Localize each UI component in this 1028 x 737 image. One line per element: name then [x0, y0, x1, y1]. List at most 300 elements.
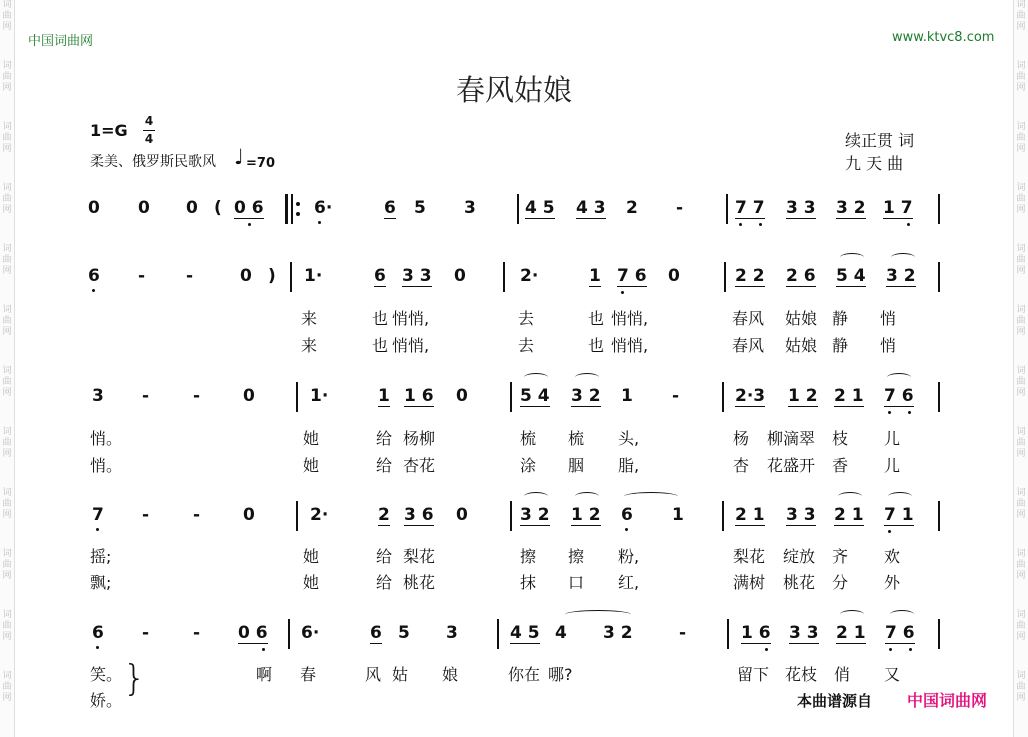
watermark-glyph: 网 — [2, 449, 12, 459]
lyric-word: 给 — [376, 456, 393, 475]
lower-octave-dot — [765, 648, 768, 651]
watermark-glyph: 词 — [1016, 610, 1026, 620]
note: ( — [214, 198, 222, 218]
lower-octave-dot — [888, 530, 891, 533]
note: 6· — [314, 198, 332, 218]
watermark-glyph: 曲 — [1016, 133, 1026, 143]
watermark-glyph: 词 — [2, 671, 12, 681]
lyric-word: 涂 — [520, 456, 537, 475]
lyric-word: 梳 — [568, 429, 585, 448]
watermark-glyph: 网 — [1016, 83, 1026, 93]
lyric-word: 擦 — [568, 547, 585, 566]
lyric-line — [0, 453, 1028, 475]
watermark-glyph: 网 — [1016, 266, 1026, 276]
slur — [891, 253, 915, 262]
lower-octave-dot — [262, 648, 265, 651]
lyric-line — [0, 333, 1028, 355]
lyric-word: 绽放 — [783, 547, 816, 566]
lyric-word: 姑娘 — [785, 336, 818, 355]
barline — [510, 501, 512, 531]
lyric-word: 桃花 — [403, 573, 436, 592]
watermark-glyph: 网 — [2, 327, 12, 337]
lyric-word: 娇。 — [90, 691, 123, 710]
note: 6 — [374, 266, 386, 286]
note: 5 — [398, 623, 410, 643]
lyric-word: 满树 — [733, 573, 766, 592]
watermark-glyph: 曲 — [1016, 682, 1026, 692]
note: 4 3 — [576, 198, 606, 218]
score-row — [0, 623, 1028, 649]
note: 3 — [446, 623, 458, 643]
note: 3 2 — [886, 266, 916, 286]
note: 5 4 — [520, 386, 550, 406]
note: 1 6 — [404, 386, 434, 406]
lyric-word: 梳 — [520, 429, 537, 448]
lyric-word: 口 — [568, 573, 585, 592]
note: 1 — [378, 386, 390, 406]
lyric-word: 给 — [376, 429, 393, 448]
note: 1· — [310, 386, 329, 406]
lyric-line — [0, 544, 1028, 566]
lyric-word: 齐 — [832, 547, 849, 566]
note: 4 5 — [510, 623, 540, 643]
lyric-word: 她 — [303, 429, 320, 448]
source-label: 本曲谱源自 — [797, 692, 873, 710]
watermark-glyph: 词 — [2, 183, 12, 193]
lyric-word: 留下 — [737, 665, 770, 684]
lyric-word: 欢 — [884, 547, 901, 566]
lyric-word: 悄悄, — [392, 336, 430, 355]
lyric-word: 儿 — [884, 429, 901, 448]
note: 2·3 — [735, 386, 766, 406]
lyric-word: 娘 — [442, 665, 459, 684]
lyric-word: 风 — [365, 665, 382, 684]
watermark-glyph: 网 — [1016, 632, 1026, 642]
lyric-word: 粉, — [618, 547, 640, 566]
lyric-word: 又 — [884, 665, 901, 684]
lyric-word: 桃花 — [783, 573, 816, 592]
lyric-word: 杏 — [733, 456, 750, 475]
note: - — [193, 505, 201, 525]
watermark-glyph: 网 — [1016, 205, 1026, 215]
barline — [290, 262, 292, 292]
note: 1 6 — [741, 623, 771, 644]
note: 0 — [88, 198, 100, 218]
note: 5 — [414, 198, 426, 218]
lyric-line — [0, 426, 1028, 448]
song-title: 春风姑娘 — [455, 73, 572, 107]
watermark-glyph: 网 — [1016, 449, 1026, 459]
note: 3 6 — [404, 505, 434, 525]
time-signature-bottom: 4 — [144, 132, 154, 146]
watermark-glyph: 词 — [2, 122, 12, 132]
watermark-glyph: 曲 — [2, 194, 12, 204]
watermark-glyph: 网 — [2, 388, 12, 398]
lyric-word: 梨花 — [403, 547, 436, 566]
lyric-word: 给 — [376, 573, 393, 592]
lyricist-credit: 续正贯 词 — [845, 131, 915, 150]
note: 0 — [454, 266, 466, 286]
barline — [296, 501, 298, 531]
note: 3 — [464, 198, 476, 218]
lyric-word: 悄。 — [90, 456, 123, 475]
note: - — [138, 266, 146, 286]
note: 2 2 — [735, 266, 765, 286]
note: 3 3 — [786, 198, 816, 218]
note: 2 6 — [786, 266, 816, 286]
note: - — [142, 623, 150, 643]
note: 0 6 — [238, 623, 268, 644]
watermark-glyph: 词 — [2, 610, 12, 620]
lower-octave-dot — [625, 528, 628, 531]
lyric-word: 悄。 — [90, 429, 123, 448]
note: 1 — [672, 505, 684, 525]
lyric-word: 来 — [301, 309, 318, 328]
barline — [296, 382, 298, 412]
barline — [938, 619, 940, 649]
note: 5 4 — [836, 266, 866, 286]
note: - — [672, 386, 680, 406]
note: - — [193, 623, 201, 643]
watermark-glyph: 词 — [2, 61, 12, 71]
watermark-glyph: 曲 — [1016, 194, 1026, 204]
lower-octave-dot — [248, 223, 251, 226]
watermark-glyph: 词 — [2, 549, 12, 559]
watermark-glyph: 曲 — [1016, 438, 1026, 448]
watermark-glyph: 网 — [1016, 22, 1026, 32]
watermark-glyph: 网 — [2, 632, 12, 642]
note: ) — [268, 266, 276, 286]
note: 6 — [384, 198, 396, 218]
watermark-glyph: 词 — [1016, 427, 1026, 437]
note: - — [193, 386, 201, 406]
lower-octave-dot — [759, 223, 762, 226]
watermark-glyph: 曲 — [1016, 316, 1026, 326]
note: - — [679, 623, 687, 643]
source-site: 中国词曲网 — [907, 691, 988, 710]
lyric-word: 悄 — [880, 336, 897, 355]
watermark-glyph: 网 — [1016, 510, 1026, 520]
lyric-word: 抹 — [520, 573, 537, 592]
note: 1 — [621, 386, 633, 406]
watermark-glyph: 网 — [2, 144, 12, 154]
note: - — [676, 198, 684, 218]
watermark-glyph: 词 — [1016, 61, 1026, 71]
watermark-glyph: 词 — [2, 427, 12, 437]
note: 7 6 — [617, 266, 647, 287]
lyric-word: 脂, — [618, 456, 640, 475]
slur — [575, 373, 599, 382]
lyric-word: 盛开 — [783, 456, 816, 475]
score-row — [0, 386, 1028, 412]
watermark-glyph: 曲 — [2, 438, 12, 448]
watermark-glyph: 曲 — [1016, 621, 1026, 631]
lyric-word: 悄悄, — [392, 309, 430, 328]
slur — [890, 610, 914, 619]
watermark-glyph: 曲 — [2, 560, 12, 570]
barline — [938, 501, 940, 531]
watermark-glyph: 词 — [2, 305, 12, 315]
note: 0 — [138, 198, 150, 218]
watermark-glyph: 曲 — [2, 316, 12, 326]
watermark-glyph: 词 — [2, 244, 12, 254]
lyric-word: 笑。 — [90, 665, 123, 684]
note: 6 — [92, 623, 104, 643]
barline — [517, 194, 519, 224]
lyric-word: 来 — [301, 336, 318, 355]
note: 0 — [243, 505, 255, 525]
lyric-word: 啊 — [256, 665, 273, 684]
note: 2· — [310, 505, 329, 525]
watermark-glyph: 曲 — [2, 621, 12, 631]
watermark-glyph: 网 — [1016, 693, 1026, 703]
lyric-word: 外 — [884, 573, 901, 592]
score-row — [0, 505, 1028, 531]
watermark-glyph: 词 — [1016, 671, 1026, 681]
note: 2· — [520, 266, 539, 286]
lyric-word: 花 — [767, 456, 784, 475]
note: 3 3 — [786, 505, 816, 525]
lower-octave-dot — [889, 648, 892, 651]
note: 1 7 — [883, 198, 913, 219]
lower-octave-dot — [621, 291, 624, 294]
watermark-glyph: 曲 — [2, 72, 12, 82]
site-name-left: 中国词曲网 — [28, 34, 94, 49]
note: 4 — [555, 623, 567, 643]
lyric-word: 春风 — [732, 309, 765, 328]
watermark-glyph: 词 — [1016, 549, 1026, 559]
lyric-word: 俏 — [834, 665, 851, 684]
watermark-glyph: 词 — [2, 488, 12, 498]
note: 3 3 — [789, 623, 819, 643]
note: 3 2 — [571, 386, 601, 406]
lyric-word: 春 — [300, 665, 317, 684]
lower-octave-dot — [92, 289, 95, 292]
note: 6· — [301, 623, 320, 643]
watermark-glyph: 网 — [1016, 327, 1026, 337]
watermark-glyph: 词 — [2, 0, 12, 10]
barline — [938, 262, 940, 292]
lyric-word: 杨 — [733, 429, 750, 448]
note: 3 3 — [402, 266, 432, 286]
watermark-glyph: 网 — [1016, 388, 1026, 398]
watermark-glyph: 网 — [2, 266, 12, 276]
lower-octave-dot — [739, 223, 742, 226]
lyric-line — [0, 662, 1028, 684]
note: 0 — [186, 198, 198, 218]
lyric-word: 你在 — [508, 665, 541, 684]
note: 3 2 — [520, 505, 550, 525]
slur — [887, 373, 911, 382]
slur — [624, 492, 678, 501]
barline — [722, 501, 724, 531]
lower-octave-dot — [96, 646, 99, 649]
barline — [503, 262, 505, 292]
slur — [565, 610, 631, 619]
watermark-glyph: 词 — [1016, 183, 1026, 193]
slur — [840, 610, 864, 619]
watermark-glyph: 曲 — [2, 377, 12, 387]
watermark-glyph: 词 — [1016, 0, 1026, 10]
lyric-line — [0, 688, 1028, 710]
lyric-word: 悄悄, — [611, 336, 649, 355]
note: 6 — [370, 623, 382, 643]
watermark-glyph: 网 — [2, 83, 12, 93]
lyric-word: 也 — [588, 309, 605, 328]
note: 6 — [88, 266, 100, 286]
barline — [727, 619, 729, 649]
watermark-glyph: 网 — [2, 571, 12, 581]
note: 7 1 — [884, 505, 914, 526]
lyric-word: 也 — [588, 336, 605, 355]
lyric-word: 梨花 — [733, 547, 766, 566]
watermark-glyph: 网 — [2, 693, 12, 703]
note: 0 — [240, 266, 252, 286]
lyric-word: 头, — [618, 429, 640, 448]
watermark-glyph: 词 — [1016, 122, 1026, 132]
lyric-word: 香 — [832, 456, 849, 475]
note: 1 2 — [788, 386, 818, 406]
watermark-glyph: 曲 — [1016, 377, 1026, 387]
barline — [724, 262, 726, 292]
note: 2 1 — [834, 505, 864, 525]
lyric-word: 分 — [832, 573, 849, 592]
watermark-glyph: 曲 — [1016, 11, 1026, 21]
lyric-word: 去 — [518, 336, 535, 355]
watermark-glyph: 网 — [2, 205, 12, 215]
lyric-word: 她 — [303, 456, 320, 475]
lyric-word: 给 — [376, 547, 393, 566]
lyric-word: 滴翠 — [783, 429, 816, 448]
verse-brace: } — [123, 658, 146, 699]
key-signature: 1=G — [90, 121, 128, 140]
watermark-glyph: 词 — [1016, 488, 1026, 498]
watermark-glyph: 曲 — [1016, 560, 1026, 570]
barline — [288, 619, 290, 649]
barline — [722, 382, 724, 412]
lyric-word: 花枝 — [785, 665, 818, 684]
note: 7 7 — [735, 198, 765, 219]
lower-octave-dot — [907, 223, 910, 226]
lyric-word: 儿 — [884, 456, 901, 475]
lyric-word: 也 — [372, 309, 389, 328]
note: 6 — [621, 505, 633, 525]
watermark-glyph: 词 — [1016, 244, 1026, 254]
lyric-word: 也 — [372, 336, 389, 355]
note: 2 1 — [735, 505, 765, 525]
note: 4 5 — [525, 198, 555, 218]
watermark-glyph: 词 — [1016, 366, 1026, 376]
lyric-word: 枝 — [832, 429, 849, 448]
watermark-glyph: 曲 — [2, 255, 12, 265]
watermark-glyph: 曲 — [1016, 255, 1026, 265]
note: 1 — [589, 266, 601, 286]
time-signature-top: 4 — [144, 114, 154, 128]
lyric-word: 她 — [303, 547, 320, 566]
lyric-word: 姑 — [392, 665, 409, 684]
note: 3 — [92, 386, 104, 406]
site-url-right: www.ktvc8.com — [892, 30, 995, 45]
lyric-word: 静 — [832, 336, 849, 355]
lyric-word: 悄悄, — [611, 309, 649, 328]
slur — [575, 492, 599, 501]
watermark-glyph: 曲 — [2, 11, 12, 21]
lower-octave-dot — [909, 648, 912, 651]
watermark-glyph: 词 — [1016, 305, 1026, 315]
note: 7 — [92, 505, 104, 525]
note: 0 — [456, 386, 468, 406]
slur — [840, 253, 864, 262]
watermark-glyph: 网 — [1016, 571, 1026, 581]
note: - — [186, 266, 194, 286]
style-label: 柔美、俄罗斯民歌风 — [90, 154, 216, 170]
slur — [524, 373, 548, 382]
lyric-word: 静 — [832, 309, 849, 328]
note: 1· — [304, 266, 323, 286]
lyric-word: 她 — [303, 573, 320, 592]
watermark-glyph: 曲 — [2, 682, 12, 692]
barline — [497, 619, 499, 649]
watermark-glyph: 网 — [2, 22, 12, 32]
barline — [510, 382, 512, 412]
note: 0 — [456, 505, 468, 525]
lower-octave-dot — [888, 411, 891, 414]
lyric-word: 擦 — [520, 547, 537, 566]
note: 2 1 — [836, 623, 866, 643]
note: 2 — [626, 198, 638, 218]
lyric-word: 飘; — [90, 573, 112, 592]
score-row — [0, 266, 1028, 292]
watermark-glyph: 曲 — [1016, 72, 1026, 82]
barline — [938, 194, 940, 224]
note: 3 2 — [603, 623, 633, 643]
lyric-word: 摇; — [90, 547, 112, 566]
tempo-mark: =70 — [246, 156, 275, 171]
note: 7 6 — [884, 386, 914, 407]
watermark-glyph: 网 — [1016, 144, 1026, 154]
note: - — [142, 505, 150, 525]
composer-credit: 九 天 曲 — [845, 154, 904, 173]
time-signature — [143, 113, 155, 148]
lyric-line — [0, 306, 1028, 328]
watermark-glyph: 曲 — [2, 133, 12, 143]
note: 2 — [378, 505, 390, 525]
lyric-word: 去 — [518, 309, 535, 328]
lyric-word: 春风 — [732, 336, 765, 355]
lyric-word: 杨柳 — [403, 429, 436, 448]
lyric-word: 胭 — [568, 456, 585, 475]
score-row — [0, 198, 1028, 224]
slur — [888, 492, 912, 501]
lyric-word: 杏花 — [403, 456, 436, 475]
lyric-word: 红, — [618, 573, 640, 592]
lyric-line — [0, 570, 1028, 592]
lyric-word: 柳 — [767, 429, 784, 448]
note: 2 1 — [834, 386, 864, 406]
barline — [726, 194, 728, 224]
lower-octave-dot — [908, 411, 911, 414]
note: - — [142, 386, 150, 406]
watermark-glyph: 网 — [2, 510, 12, 520]
lyric-word: 哪? — [548, 665, 573, 684]
watermark-glyph: 曲 — [2, 499, 12, 509]
note: 0 6 — [234, 198, 264, 219]
watermark-glyph: 曲 — [1016, 499, 1026, 509]
note: 0 — [243, 386, 255, 406]
lower-octave-dot — [96, 528, 99, 531]
quarter-note-icon: ♩ — [234, 145, 244, 169]
note: 7 6 — [885, 623, 915, 644]
